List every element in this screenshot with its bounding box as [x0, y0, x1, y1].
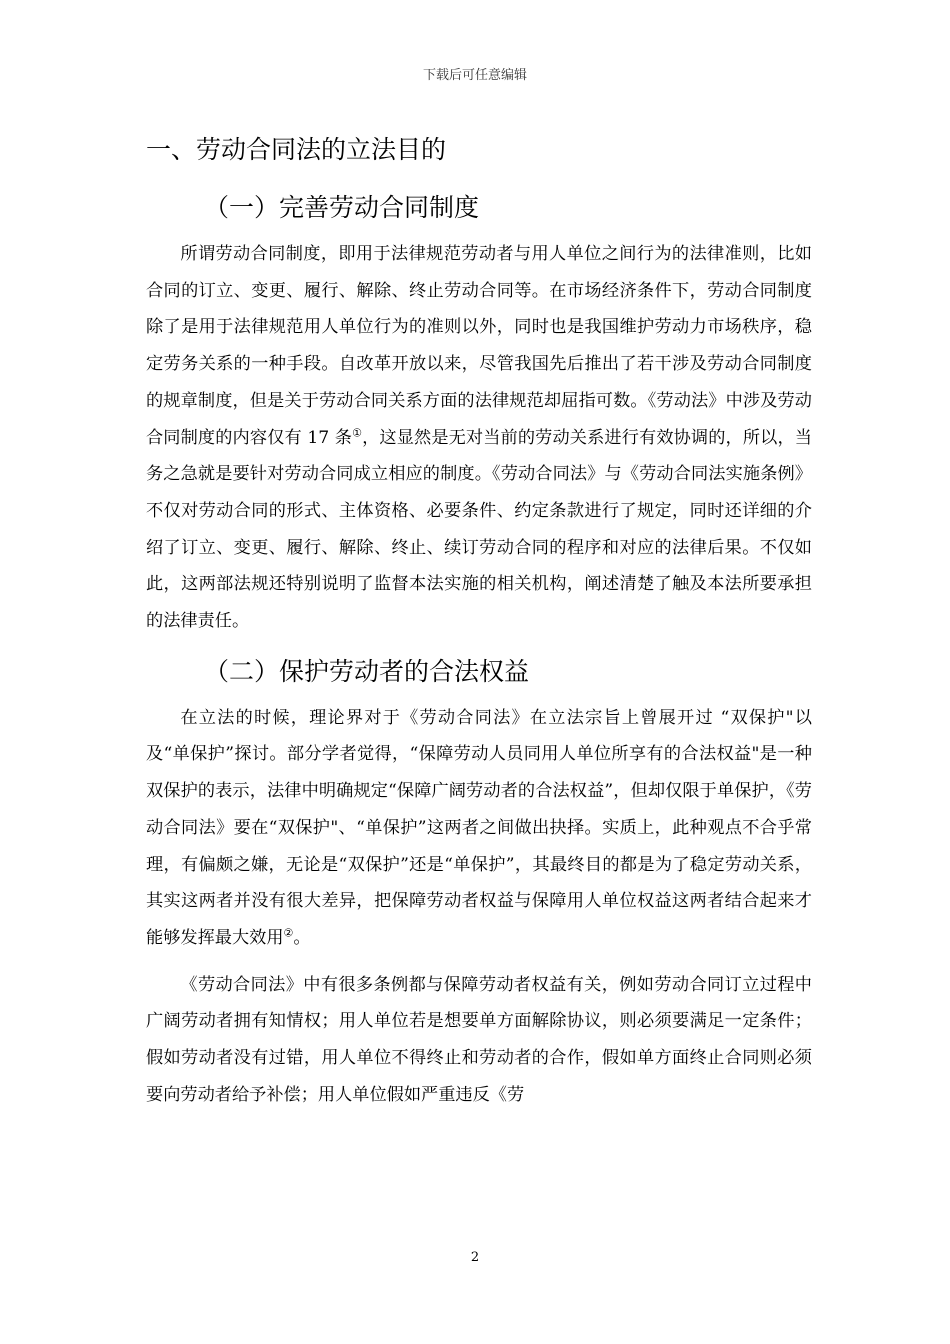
page-header: 下载后可任意编辑 [422, 68, 527, 83]
section-heading-2: （二）保护劳动者的合法权益 [204, 656, 530, 686]
footnote-marker-2: ② [283, 926, 294, 940]
chapter-heading: 一、劳动合同法的立法目的 [146, 135, 447, 164]
section-2-paragraph-1-text-b: 。 [293, 927, 311, 948]
section-2-paragraph-1 [146, 700, 812, 957]
footnote-marker-1: ① [352, 425, 363, 439]
page-number: 2 [470, 1250, 480, 1265]
section-1-paragraph [146, 236, 812, 640]
section-heading-1: （一）完善劳动合同制度 [204, 193, 480, 222]
section-1-paragraph-text-a: 所谓劳动合同制度，即用于法律规范劳动者与用人单位之间行为的法律准则，比如合同的订立、变更、履行、解除、终止劳动合同等。在市场经济条件下，劳动合同制度除了是用于法律规范用人单位行为的准则以外，同时也是我国维护劳动力市场秩序，稳定劳务关系的一种手段。自改革开放以来，尽管我国先后推出了若干涉及劳动合同制度的规章制度，但是关于劳动合同关系方面的法律规范却屈指可数。《劳动法》中涉及劳动合同制度的内容仅有 17 条 [146, 244, 812, 448]
section-2-paragraph-1-text-a: 在立法的时候，理论界对于《劳动合同法》在立法宗旨上曾展开过 “双保护"以及“单保护”探讨。部分学者觉得，“保障劳动人员同用人单位所享有的合法权益"是一种双保护的表示，法律中明确规定“保障广阔劳动者的合法权益”，但却仅限于单保护，《劳动合同法》要在“双保护"、“单保护”这两者之间做出抉择。实质上，此种观点不合乎常理，有偏颇之嫌，无论是“双保护”还是“单保护”，其最终目的都是为了稳定劳动关系，其实这两者并没有很大差异，把保障劳动者权益与保障用人单位权益这两者结合起来才能够发挥最大效用 [146, 707, 812, 948]
document-body [146, 128, 812, 1113]
section-1-paragraph-text-b: ，这显然是无对当前的劳动关系进行有效协调的，所以，当务之急就是要针对劳动合同成立相应的制度。《劳动合同法》与《劳动合同法实施条例》不仅对劳动合同的形式、主体资格、必要条件、约定条款进行了规定，同时还详细的介绍了订立、变更、履行、解除、终止、续订劳动合同的程序和对应的法律后果。不仅如此，这两部法规还特别说明了监督本法实施的相关机构，阐述清楚了触及本法所要承担的法律责任。 [146, 427, 812, 632]
section-2-paragraph-2: 《劳动合同法》中有很多条例都与保障劳动者权益有关，例如劳动合同订立过程中广阔劳动者拥有知情权；用人单位若是想要单方面解除协议，则必须要满足一定条件；假如劳动者没有过错，用人单位不得终止和劳动者的合作，假如单方面终止合同则必须要向劳动者给予补偿；用人单位假如严重违反《劳 [146, 974, 812, 1105]
